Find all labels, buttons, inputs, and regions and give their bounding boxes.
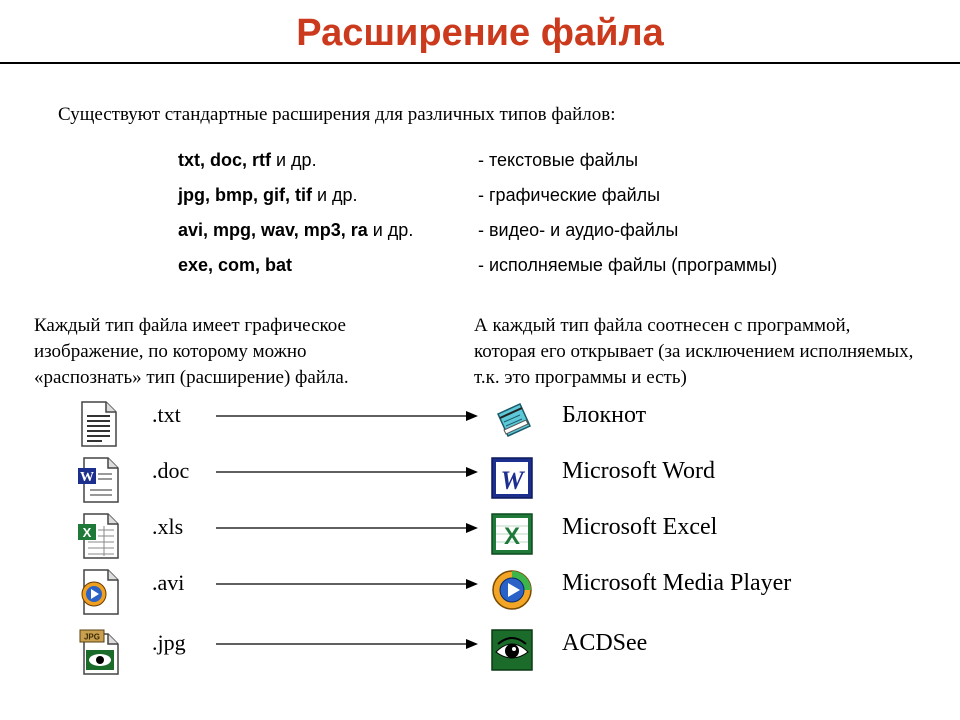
- extension-names: jpg, bmp, gif, tif: [178, 185, 312, 205]
- extension-label: .txt: [152, 402, 181, 427]
- association-row-doc: [0, 456, 960, 506]
- extension-list: [178, 150, 317, 171]
- extension-names: txt, doc, rtf: [178, 150, 271, 170]
- extension-suffix: и др.: [367, 220, 414, 240]
- page-title: Расширение файла: [296, 12, 664, 54]
- program-label: Блокнот: [562, 402, 647, 428]
- association-row-txt: [0, 400, 960, 450]
- extension-names: avi, mpg, wav, mp3, ra: [178, 220, 368, 240]
- excel-icon: [490, 512, 534, 556]
- program-label: Microsoft Word: [562, 458, 715, 484]
- arrow-icon: [216, 410, 478, 422]
- word-letter: W: [500, 466, 524, 495]
- intro-text: Существуют стандартные расширения для различных типов файлов:: [58, 104, 616, 125]
- arrow-icon: [216, 578, 478, 590]
- extension-names: exe, com, bat: [178, 255, 293, 275]
- notepad-icon: [490, 400, 534, 444]
- program-label: ACDSee: [562, 630, 648, 656]
- association-row-avi: [0, 568, 960, 618]
- acdsee-icon: [490, 628, 534, 672]
- extension-suffix: и др.: [271, 150, 317, 170]
- excel-letter: X: [503, 523, 521, 550]
- arrow-icon: [216, 522, 478, 534]
- extension-suffix: и др.: [311, 185, 358, 205]
- extension-list: [178, 255, 292, 276]
- extension-label: .doc: [152, 458, 190, 483]
- association-row-xls: [0, 512, 960, 562]
- extension-label: .xls: [152, 514, 184, 539]
- extension-description: - видео- и аудио-файлы: [478, 220, 679, 240]
- excel-document-icon: [76, 512, 122, 560]
- word-icon: [490, 456, 534, 500]
- extension-label: .jpg: [152, 630, 186, 655]
- extension-description: - исполняемые файлы (программы): [478, 255, 778, 275]
- icon-explanation: Каждый тип файла имеет графическое изображение, по которому можно «распознать» тип (расширение) файла.: [34, 315, 349, 388]
- program-label: Microsoft Media Player: [562, 570, 792, 596]
- text-file-icon: [76, 400, 122, 448]
- arrow-icon: [216, 638, 478, 650]
- extension-description: - графические файлы: [478, 185, 661, 205]
- extension-list: [178, 220, 413, 241]
- excel-letter: X: [82, 525, 92, 540]
- jpeg-file-icon: [76, 628, 122, 676]
- extension-list: [178, 185, 358, 206]
- media-player-icon: [490, 568, 534, 612]
- jpeg-label: JPG: [83, 632, 101, 642]
- media-file-icon: [76, 568, 122, 616]
- extension-description: - текстовые файлы: [478, 150, 639, 170]
- program-explanation: А каждый тип файла соотнесен с программой, которая его открывает (за исключением исполняемых, т.к. это программы и есть): [474, 315, 914, 388]
- program-label: Microsoft Excel: [562, 514, 718, 540]
- word-letter: W: [80, 470, 94, 485]
- title-divider: [0, 62, 960, 64]
- word-document-icon: [76, 456, 122, 504]
- arrow-icon: [216, 466, 478, 478]
- association-row-jpg: [0, 628, 960, 678]
- extension-label: .avi: [152, 570, 185, 595]
